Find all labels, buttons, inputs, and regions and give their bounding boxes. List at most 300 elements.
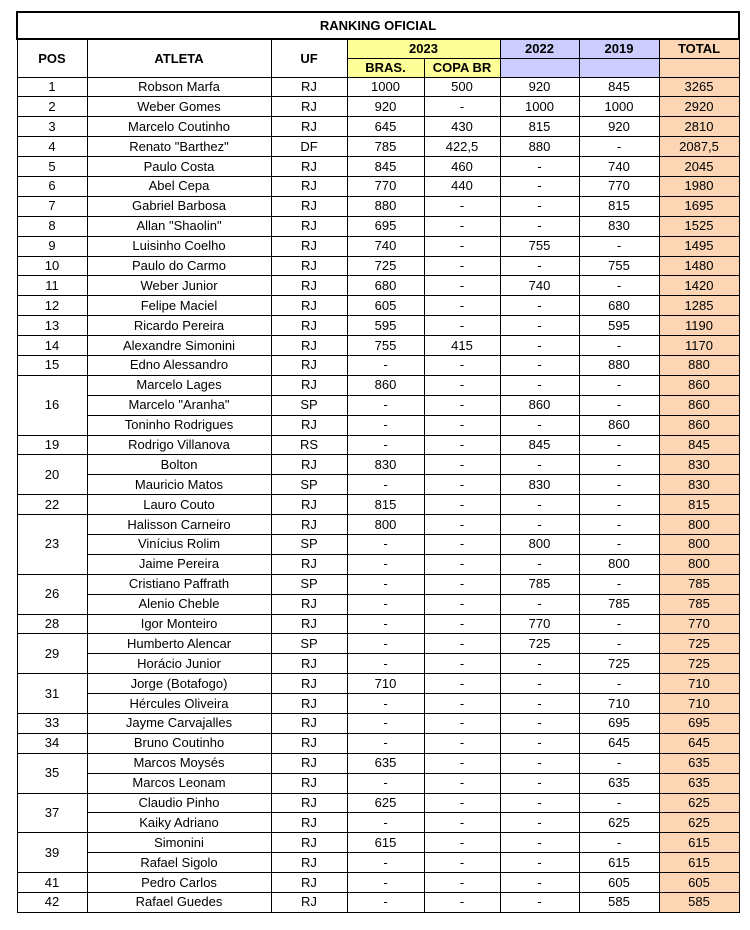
- copa-br-2023-value: -: [424, 276, 500, 296]
- total-value: 635: [659, 753, 739, 773]
- table-row: [17, 216, 739, 236]
- header-2022: 2022: [500, 39, 579, 58]
- bras-2023-value: 625: [347, 793, 424, 813]
- athlete-name: Alexandre Simonini: [87, 336, 271, 356]
- position-cell: 15: [17, 355, 87, 375]
- bras-2023-value: 815: [347, 495, 424, 515]
- copa-br-2023-value: -: [424, 574, 500, 594]
- table-title: RANKING OFICIAL: [17, 12, 739, 39]
- table-row: [17, 733, 739, 753]
- total-value: 710: [659, 674, 739, 694]
- bras-2023-value: -: [347, 395, 424, 415]
- uf-cell: DF: [271, 137, 347, 157]
- value-2019: 755: [579, 256, 659, 276]
- uf-cell: RJ: [271, 594, 347, 614]
- value-2019: 860: [579, 415, 659, 435]
- value-2022: -: [500, 813, 579, 833]
- value-2022: -: [500, 853, 579, 873]
- bras-2023-value: 595: [347, 316, 424, 336]
- header-2019: 2019: [579, 39, 659, 58]
- value-2019: -: [579, 395, 659, 415]
- uf-cell: RJ: [271, 236, 347, 256]
- value-2019: -: [579, 833, 659, 853]
- header-atleta: ATLETA: [87, 39, 271, 77]
- bras-2023-value: 770: [347, 176, 424, 196]
- value-2022: -: [500, 753, 579, 773]
- bras-2023-value: 1000: [347, 77, 424, 97]
- total-value: 1695: [659, 196, 739, 216]
- total-value: 2045: [659, 157, 739, 177]
- value-2019: -: [579, 475, 659, 495]
- copa-br-2023-value: -: [424, 853, 500, 873]
- copa-br-2023-value: -: [424, 654, 500, 674]
- uf-cell: SP: [271, 634, 347, 654]
- table-row: [17, 714, 739, 734]
- total-value: 845: [659, 435, 739, 455]
- table-row: [17, 296, 739, 316]
- athlete-name: Claudio Pinho: [87, 793, 271, 813]
- uf-cell: RJ: [271, 415, 347, 435]
- value-2019: -: [579, 495, 659, 515]
- athlete-name: Felipe Maciel: [87, 296, 271, 316]
- bras-2023-value: -: [347, 574, 424, 594]
- table-row: [17, 355, 739, 375]
- uf-cell: RJ: [271, 495, 347, 515]
- position-cell: 13: [17, 316, 87, 336]
- bras-2023-value: -: [347, 853, 424, 873]
- athlete-name: Halisson Carneiro: [87, 515, 271, 535]
- athlete-name: Kaiky Adriano: [87, 813, 271, 833]
- uf-cell: RJ: [271, 455, 347, 475]
- table-row: [17, 873, 739, 893]
- value-2019: 920: [579, 117, 659, 137]
- position-cell: 19: [17, 435, 87, 455]
- athlete-name: Jorge (Botafogo): [87, 674, 271, 694]
- bras-2023-value: 710: [347, 674, 424, 694]
- position-cell: 41: [17, 873, 87, 893]
- value-2019: 625: [579, 813, 659, 833]
- athlete-name: Gabriel Barbosa: [87, 196, 271, 216]
- uf-cell: RS: [271, 435, 347, 455]
- position-cell: 22: [17, 495, 87, 515]
- position-cell: 28: [17, 614, 87, 634]
- athlete-name: Jaime Pereira: [87, 554, 271, 574]
- bras-2023-value: 635: [347, 753, 424, 773]
- value-2022: -: [500, 793, 579, 813]
- bras-2023-value: -: [347, 893, 424, 913]
- uf-cell: RJ: [271, 316, 347, 336]
- value-2022: -: [500, 833, 579, 853]
- position-cell: 31: [17, 674, 87, 714]
- value-2022: 880: [500, 137, 579, 157]
- table-row: [17, 515, 739, 535]
- uf-cell: RJ: [271, 375, 347, 395]
- position-cell: 6: [17, 176, 87, 196]
- athlete-name: Rodrigo Villanova: [87, 435, 271, 455]
- uf-cell: RJ: [271, 893, 347, 913]
- position-cell: 9: [17, 236, 87, 256]
- value-2022: -: [500, 714, 579, 734]
- value-2022: -: [500, 157, 579, 177]
- athlete-name: Ricardo Pereira: [87, 316, 271, 336]
- header-2019-blank: [579, 58, 659, 77]
- copa-br-2023-value: -: [424, 475, 500, 495]
- value-2022: -: [500, 196, 579, 216]
- value-2022: 860: [500, 395, 579, 415]
- copa-br-2023-value: 440: [424, 176, 500, 196]
- copa-br-2023-value: -: [424, 873, 500, 893]
- athlete-name: Edno Alessandro: [87, 355, 271, 375]
- total-value: 635: [659, 773, 739, 793]
- uf-cell: RJ: [271, 654, 347, 674]
- copa-br-2023-value: -: [424, 296, 500, 316]
- bras-2023-value: 740: [347, 236, 424, 256]
- table-row: [17, 793, 739, 813]
- total-value: 695: [659, 714, 739, 734]
- total-value: 860: [659, 415, 739, 435]
- athlete-name: Luisinho Coelho: [87, 236, 271, 256]
- value-2022: -: [500, 455, 579, 475]
- position-cell: 37: [17, 793, 87, 833]
- uf-cell: RJ: [271, 216, 347, 236]
- position-cell: 8: [17, 216, 87, 236]
- copa-br-2023-value: -: [424, 236, 500, 256]
- value-2019: -: [579, 674, 659, 694]
- table-row: [17, 435, 739, 455]
- ranking-table: [16, 11, 740, 913]
- total-value: 1480: [659, 256, 739, 276]
- uf-cell: SP: [271, 395, 347, 415]
- value-2022: 770: [500, 614, 579, 634]
- total-value: 605: [659, 873, 739, 893]
- copa-br-2023-value: -: [424, 813, 500, 833]
- value-2019: 695: [579, 714, 659, 734]
- table-row: [17, 773, 739, 793]
- position-cell: 7: [17, 196, 87, 216]
- uf-cell: RJ: [271, 296, 347, 316]
- value-2022: 800: [500, 534, 579, 554]
- uf-cell: RJ: [271, 355, 347, 375]
- uf-cell: RJ: [271, 77, 347, 97]
- bras-2023-value: 785: [347, 137, 424, 157]
- athlete-name: Marcelo Lages: [87, 375, 271, 395]
- header-2023: 2023: [347, 39, 500, 58]
- athlete-name: Weber Junior: [87, 276, 271, 296]
- table-row: [17, 157, 739, 177]
- uf-cell: RJ: [271, 714, 347, 734]
- table-row: [17, 893, 739, 913]
- value-2019: 880: [579, 355, 659, 375]
- athlete-name: Rafael Guedes: [87, 893, 271, 913]
- total-value: 3265: [659, 77, 739, 97]
- table-row: [17, 634, 739, 654]
- athlete-name: Pedro Carlos: [87, 873, 271, 893]
- uf-cell: RJ: [271, 733, 347, 753]
- value-2022: 725: [500, 634, 579, 654]
- bras-2023-value: 605: [347, 296, 424, 316]
- table-row: [17, 336, 739, 356]
- value-2019: -: [579, 276, 659, 296]
- total-value: 1525: [659, 216, 739, 236]
- value-2022: -: [500, 296, 579, 316]
- value-2019: -: [579, 574, 659, 594]
- value-2019: 725: [579, 654, 659, 674]
- athlete-name: Bruno Coutinho: [87, 733, 271, 753]
- uf-cell: RJ: [271, 515, 347, 535]
- bras-2023-value: -: [347, 694, 424, 714]
- value-2019: 645: [579, 733, 659, 753]
- bras-2023-value: 680: [347, 276, 424, 296]
- copa-br-2023-value: -: [424, 216, 500, 236]
- bras-2023-value: -: [347, 415, 424, 435]
- position-cell: 20: [17, 455, 87, 495]
- copa-br-2023-value: 422,5: [424, 137, 500, 157]
- value-2019: 815: [579, 196, 659, 216]
- uf-cell: RJ: [271, 196, 347, 216]
- value-2019: -: [579, 236, 659, 256]
- athlete-name: Hércules Oliveira: [87, 694, 271, 714]
- uf-cell: RJ: [271, 97, 347, 117]
- table-row: [17, 574, 739, 594]
- position-cell: 10: [17, 256, 87, 276]
- value-2019: 595: [579, 316, 659, 336]
- value-2022: -: [500, 554, 579, 574]
- copa-br-2023-value: -: [424, 694, 500, 714]
- copa-br-2023-value: -: [424, 316, 500, 336]
- uf-cell: SP: [271, 475, 347, 495]
- uf-cell: RJ: [271, 873, 347, 893]
- copa-br-2023-value: -: [424, 515, 500, 535]
- value-2022: -: [500, 355, 579, 375]
- copa-br-2023-value: -: [424, 534, 500, 554]
- value-2019: 785: [579, 594, 659, 614]
- athlete-name: Vinícius Rolim: [87, 534, 271, 554]
- table-row: [17, 316, 739, 336]
- value-2022: -: [500, 773, 579, 793]
- position-cell: 1: [17, 77, 87, 97]
- table-row: [17, 176, 739, 196]
- bras-2023-value: 920: [347, 97, 424, 117]
- header-2022-blank: [500, 58, 579, 77]
- value-2019: -: [579, 375, 659, 395]
- value-2022: -: [500, 415, 579, 435]
- copa-br-2023-value: -: [424, 455, 500, 475]
- bras-2023-value: 755: [347, 336, 424, 356]
- total-value: 2810: [659, 117, 739, 137]
- position-cell: 42: [17, 893, 87, 913]
- total-value: 860: [659, 375, 739, 395]
- bras-2023-value: -: [347, 594, 424, 614]
- copa-br-2023-value: 500: [424, 77, 500, 97]
- value-2019: 635: [579, 773, 659, 793]
- total-value: 725: [659, 634, 739, 654]
- copa-br-2023-value: -: [424, 594, 500, 614]
- value-2019: 830: [579, 216, 659, 236]
- value-2019: 710: [579, 694, 659, 714]
- value-2019: 800: [579, 554, 659, 574]
- bras-2023-value: 860: [347, 375, 424, 395]
- bras-2023-value: -: [347, 773, 424, 793]
- athlete-name: Marcelo Coutinho: [87, 117, 271, 137]
- uf-cell: RJ: [271, 117, 347, 137]
- bras-2023-value: -: [347, 355, 424, 375]
- value-2019: 845: [579, 77, 659, 97]
- total-value: 1495: [659, 236, 739, 256]
- athlete-name: Robson Marfa: [87, 77, 271, 97]
- table-row: [17, 813, 739, 833]
- position-cell: 34: [17, 733, 87, 753]
- athlete-name: Renato "Barthez": [87, 137, 271, 157]
- total-value: 615: [659, 853, 739, 873]
- header-total: TOTAL: [659, 39, 739, 58]
- value-2022: 845: [500, 435, 579, 455]
- total-value: 830: [659, 455, 739, 475]
- ranking-body: [17, 77, 739, 912]
- bras-2023-value: -: [347, 714, 424, 734]
- total-value: 615: [659, 833, 739, 853]
- total-value: 2087,5: [659, 137, 739, 157]
- athlete-name: Igor Monteiro: [87, 614, 271, 634]
- athlete-name: Humberto Alencar: [87, 634, 271, 654]
- total-value: 1170: [659, 336, 739, 356]
- header-bras: BRAS.: [347, 58, 424, 77]
- table-row: [17, 833, 739, 853]
- value-2022: -: [500, 873, 579, 893]
- bras-2023-value: 830: [347, 455, 424, 475]
- header-uf: UF: [271, 39, 347, 77]
- bras-2023-value: -: [347, 634, 424, 654]
- value-2019: 605: [579, 873, 659, 893]
- value-2019: -: [579, 515, 659, 535]
- uf-cell: RJ: [271, 813, 347, 833]
- copa-br-2023-value: -: [424, 97, 500, 117]
- total-value: 860: [659, 395, 739, 415]
- total-value: 1285: [659, 296, 739, 316]
- copa-br-2023-value: -: [424, 614, 500, 634]
- position-cell: 35: [17, 753, 87, 793]
- uf-cell: RJ: [271, 753, 347, 773]
- uf-cell: RJ: [271, 793, 347, 813]
- bras-2023-value: 845: [347, 157, 424, 177]
- value-2019: 740: [579, 157, 659, 177]
- position-cell: 23: [17, 515, 87, 575]
- table-row: [17, 614, 739, 634]
- athlete-name: Simonini: [87, 833, 271, 853]
- value-2019: -: [579, 534, 659, 554]
- table-row: [17, 654, 739, 674]
- table-row: [17, 674, 739, 694]
- uf-cell: RJ: [271, 554, 347, 574]
- table-row: [17, 276, 739, 296]
- table-row: [17, 415, 739, 435]
- total-value: 800: [659, 554, 739, 574]
- value-2019: -: [579, 435, 659, 455]
- uf-cell: RJ: [271, 614, 347, 634]
- table-row: [17, 853, 739, 873]
- value-2019: 585: [579, 893, 659, 913]
- bras-2023-value: 645: [347, 117, 424, 137]
- value-2022: -: [500, 893, 579, 913]
- value-2022: -: [500, 216, 579, 236]
- table-row: [17, 375, 739, 395]
- copa-br-2023-value: -: [424, 733, 500, 753]
- value-2019: -: [579, 793, 659, 813]
- athlete-name: Paulo do Carmo: [87, 256, 271, 276]
- copa-br-2023-value: 430: [424, 117, 500, 137]
- value-2022: 755: [500, 236, 579, 256]
- value-2019: -: [579, 614, 659, 634]
- table-row: [17, 395, 739, 415]
- bras-2023-value: 615: [347, 833, 424, 853]
- header-copa-br: COPA BR: [424, 58, 500, 77]
- total-value: 585: [659, 893, 739, 913]
- value-2019: -: [579, 753, 659, 773]
- position-cell: 4: [17, 137, 87, 157]
- position-cell: 2: [17, 97, 87, 117]
- uf-cell: RJ: [271, 276, 347, 296]
- uf-cell: RJ: [271, 833, 347, 853]
- total-value: 815: [659, 495, 739, 515]
- copa-br-2023-value: -: [424, 833, 500, 853]
- value-2022: 1000: [500, 97, 579, 117]
- value-2019: -: [579, 455, 659, 475]
- uf-cell: RJ: [271, 694, 347, 714]
- bras-2023-value: 800: [347, 515, 424, 535]
- value-2022: -: [500, 733, 579, 753]
- copa-br-2023-value: -: [424, 674, 500, 694]
- value-2022: 785: [500, 574, 579, 594]
- uf-cell: RJ: [271, 674, 347, 694]
- table-row: [17, 256, 739, 276]
- athlete-name: Paulo Costa: [87, 157, 271, 177]
- bras-2023-value: 725: [347, 256, 424, 276]
- value-2022: -: [500, 256, 579, 276]
- bras-2023-value: -: [347, 554, 424, 574]
- total-value: 830: [659, 475, 739, 495]
- position-cell: 29: [17, 634, 87, 674]
- value-2022: 920: [500, 77, 579, 97]
- value-2019: -: [579, 137, 659, 157]
- total-value: 1420: [659, 276, 739, 296]
- value-2019: 1000: [579, 97, 659, 117]
- copa-br-2023-value: -: [424, 634, 500, 654]
- value-2022: 740: [500, 276, 579, 296]
- value-2022: 815: [500, 117, 579, 137]
- table-row: [17, 455, 739, 475]
- value-2022: 830: [500, 475, 579, 495]
- bras-2023-value: -: [347, 614, 424, 634]
- copa-br-2023-value: -: [424, 256, 500, 276]
- athlete-name: Mauricio Matos: [87, 475, 271, 495]
- total-value: 770: [659, 614, 739, 634]
- position-cell: 16: [17, 375, 87, 435]
- copa-br-2023-value: 415: [424, 336, 500, 356]
- value-2022: -: [500, 674, 579, 694]
- uf-cell: RJ: [271, 256, 347, 276]
- athlete-name: Marcelo "Aranha": [87, 395, 271, 415]
- value-2019: -: [579, 634, 659, 654]
- bras-2023-value: -: [347, 654, 424, 674]
- copa-br-2023-value: -: [424, 554, 500, 574]
- table-row: [17, 554, 739, 574]
- bras-2023-value: 880: [347, 196, 424, 216]
- value-2019: 770: [579, 176, 659, 196]
- bras-2023-value: -: [347, 534, 424, 554]
- position-cell: 33: [17, 714, 87, 734]
- bras-2023-value: -: [347, 475, 424, 495]
- copa-br-2023-value: -: [424, 773, 500, 793]
- table-row: [17, 594, 739, 614]
